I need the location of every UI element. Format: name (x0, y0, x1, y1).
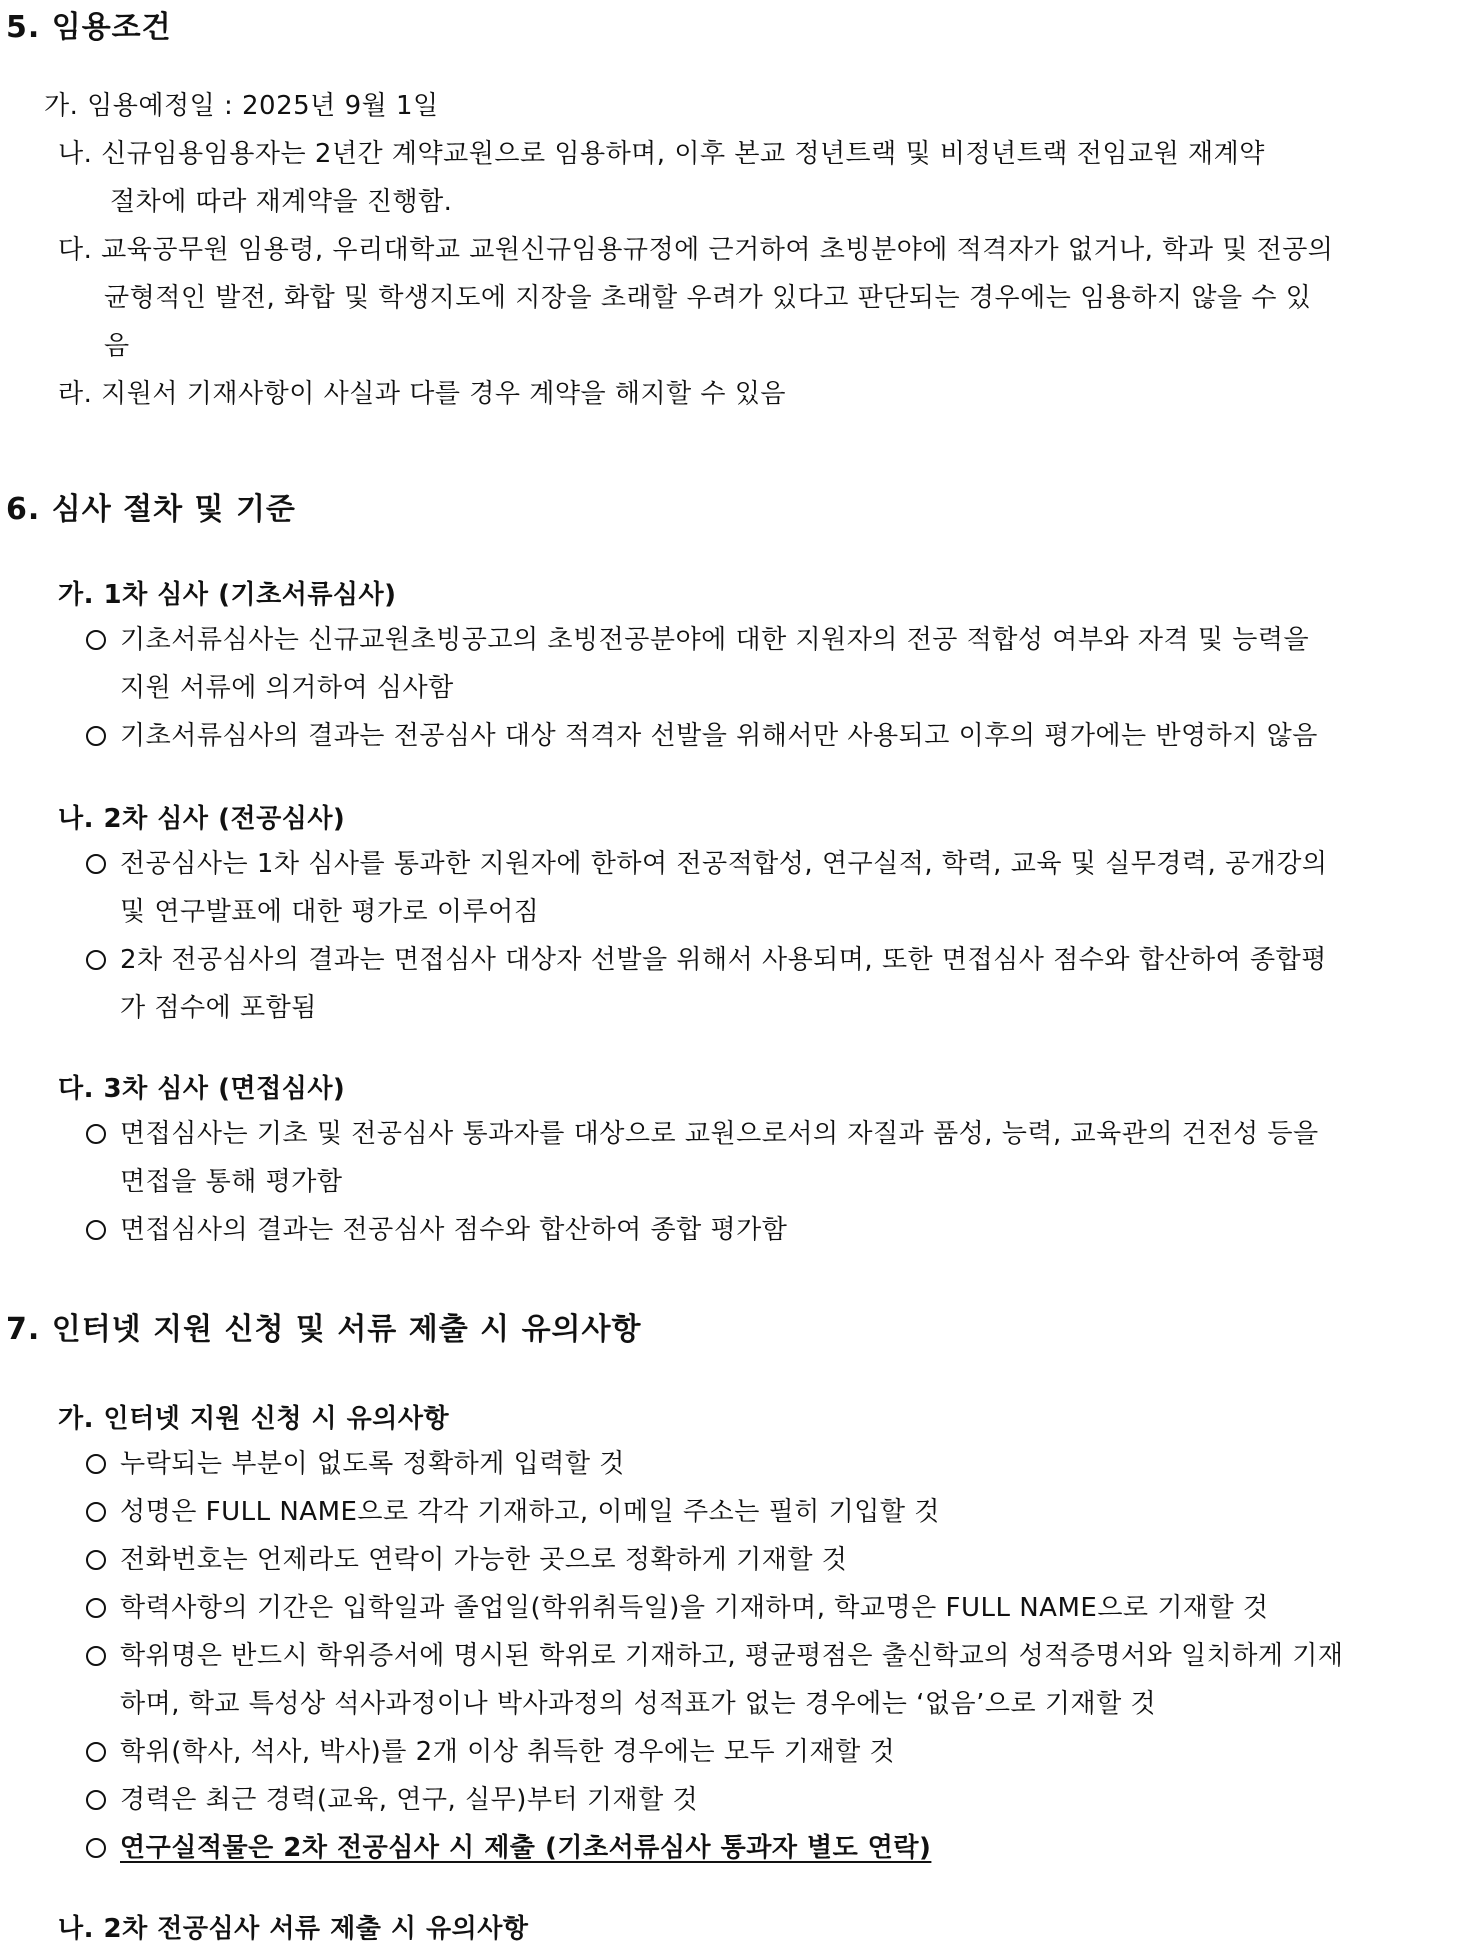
s6-da-bullet-1 (86, 1116, 1319, 1152)
s5-item-da-line2: 균형적인 발전, 화합 및 학생지도에 지장을 초래할 우려가 있다고 판단되는 경우에는 임용하지 않을 수 있 (104, 283, 1312, 313)
circle-bullet-icon (86, 1124, 106, 1144)
s5-item-na-line1: 나. 신규임용임용자는 2년간 계약교원으로 임용하며, 이후 본교 정년트랙 및 비정년트랙 전임교원 재계약 (58, 139, 1265, 169)
s7-bullet-1-text: 누락되는 부분이 없도록 정확하게 입력할 것 (120, 1449, 625, 1479)
s6-na-bullet-1 (86, 846, 1328, 882)
s6-sub-da-title: 다. 3차 심사 (면접심사) (58, 1074, 346, 1104)
circle-bullet-icon (86, 1742, 106, 1762)
s6-ga-bullet-2-text: 기초서류심사의 결과는 전공심사 대상 적격자 선발을 위해서만 사용되고 이후의 평가에는 반영하지 않음 (120, 721, 1318, 751)
circle-bullet-icon (86, 1220, 106, 1240)
s7-bullet-8-text: 연구실적물은 2차 전공심사 시 제출 (기초서류심사 통과자 별도 연락) (120, 1833, 932, 1863)
s6-na-bullet-2 (86, 942, 1327, 978)
s7-bullet-7 (86, 1782, 698, 1818)
s7-bullet-6-text: 학위(학사, 석사, 박사)를 2개 이상 취득한 경우에는 모두 기재할 것 (120, 1737, 896, 1767)
s6-na-bullet-2-cont: 가 점수에 포함됨 (120, 993, 317, 1023)
s7-sub-ga-title: 가. 인터넷 지원 신청 시 유의사항 (58, 1404, 450, 1434)
s7-bullet-7-text: 경력은 최근 경력(교육, 연구, 실무)부터 기재할 것 (120, 1785, 699, 1815)
s6-sub-na-title: 나. 2차 심사 (전공심사) (58, 804, 346, 834)
circle-bullet-icon (86, 1550, 106, 1570)
s6-ga-bullet-2 (86, 718, 1318, 754)
s5-item-ra: 라. 지원서 기재사항이 사실과 다를 경우 계약을 해지할 수 있음 (58, 379, 787, 409)
s6-ga-bullet-1-cont: 지원 서류에 의거하여 심사함 (120, 673, 454, 703)
s7-bullet-1 (86, 1446, 625, 1482)
circle-bullet-icon (86, 726, 106, 746)
section-6-title: 6. 심사 절차 및 기준 (6, 492, 296, 527)
s7-sub-na-title: 나. 2차 전공심사 서류 제출 시 유의사항 (58, 1914, 529, 1944)
s5-item-ga: 가. 임용예정일 : 2025년 9월 1일 (44, 91, 439, 121)
circle-bullet-icon (86, 854, 106, 874)
s7-bullet-4-text: 학력사항의 기간은 입학일과 졸업일(학위취득일)을 기재하며, 학교명은 FULL NAME으로 기재할 것 (120, 1593, 1269, 1623)
s6-da-bullet-2-text: 면접심사의 결과는 전공심사 점수와 합산하여 종합 평가함 (120, 1215, 788, 1245)
s6-na-bullet-1-cont: 및 연구발표에 대한 평가로 이루어짐 (120, 897, 540, 927)
s6-na-bullet-2-text: 2차 전공심사의 결과는 면접심사 대상자 선발을 위해서 사용되며, 또한 면접심사 점수와 합산하여 종합평 (120, 945, 1327, 975)
circle-bullet-icon (86, 1454, 106, 1474)
s7-bullet-2-text: 성명은 FULL NAME으로 각각 기재하고, 이메일 주소는 필히 기입할 것 (120, 1497, 940, 1527)
circle-bullet-icon (86, 1646, 106, 1666)
section-5-title: 5. 임용조건 (6, 10, 172, 45)
s6-da-bullet-1-text: 면접심사는 기초 및 전공심사 통과자를 대상으로 교원으로서의 자질과 품성, 능력, 교육관의 건전성 등을 (120, 1119, 1319, 1149)
s7-bullet-8-emphasis (86, 1830, 931, 1866)
s6-ga-bullet-1-text: 기초서류심사는 신규교원초빙공고의 초빙전공분야에 대한 지원자의 전공 적합성 여부와 자격 및 능력을 (120, 625, 1310, 655)
s7-bullet-5-cont: 하며, 학교 특성상 석사과정이나 박사과정의 성적표가 없는 경우에는 ‘없음’으로 기재할 것 (120, 1689, 1157, 1719)
circle-bullet-icon (86, 1790, 106, 1810)
s6-da-bullet-2 (86, 1212, 787, 1248)
circle-bullet-icon (86, 950, 106, 970)
s5-item-da-line3: 음 (104, 331, 130, 361)
section-7-title: 7. 인터넷 지원 신청 및 서류 제출 시 유의사항 (6, 1312, 642, 1347)
s7-bullet-3-text: 전화번호는 언제라도 연락이 가능한 곳으로 정확하게 기재할 것 (120, 1545, 848, 1575)
s6-ga-bullet-1 (86, 622, 1309, 658)
circle-bullet-icon (86, 1502, 106, 1522)
circle-bullet-icon (86, 1598, 106, 1618)
s7-bullet-6 (86, 1734, 895, 1770)
s7-bullet-5 (86, 1638, 1344, 1674)
s7-bullet-2 (86, 1494, 940, 1530)
s5-item-da-line1: 다. 교육공무원 임용령, 우리대학교 교원신규임용규정에 근거하여 초빙분야에 적격자가 없거나, 학과 및 전공의 (58, 235, 1334, 265)
s6-da-bullet-1-cont: 면접을 통해 평가함 (120, 1167, 343, 1197)
s7-bullet-4 (86, 1590, 1269, 1626)
circle-bullet-icon (86, 630, 106, 650)
s7-bullet-5-text: 학위명은 반드시 학위증서에 명시된 학위로 기재하고, 평균평점은 출신학교의 성적증명서와 일치하게 기재 (120, 1641, 1344, 1671)
s6-na-bullet-1-text: 전공심사는 1차 심사를 통과한 지원자에 한하여 전공적합성, 연구실적, 학력, 교육 및 실무경력, 공개강의 (120, 849, 1328, 879)
circle-bullet-icon (86, 1838, 106, 1858)
s6-sub-ga-title: 가. 1차 심사 (기초서류심사) (58, 580, 397, 610)
s5-item-na-line2: 절차에 따라 재계약을 진행함. (110, 187, 453, 217)
s7-bullet-3 (86, 1542, 847, 1578)
